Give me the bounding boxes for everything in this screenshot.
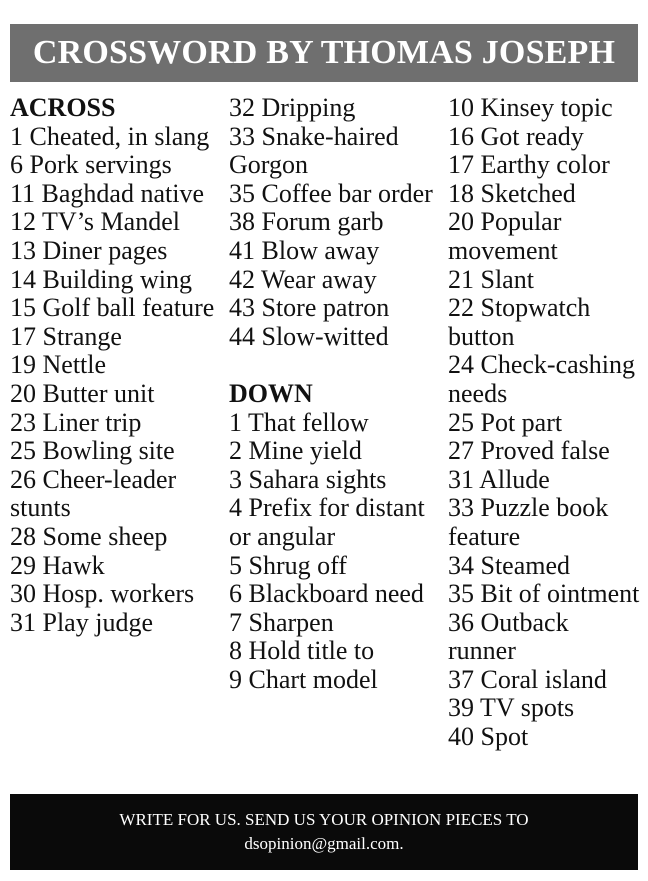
- clue: 31 Play judge: [10, 607, 153, 637]
- across-clue-list: [10, 123, 220, 638]
- clue: 22 Stopwatch button: [448, 293, 591, 351]
- page-title: CROSSWORD BY THOMAS JOSEPH: [32, 34, 616, 71]
- section-spacer: [229, 351, 441, 380]
- clue-column-2: [229, 94, 441, 694]
- clue: 4 Prefix for distant or angular: [229, 493, 425, 551]
- clue: 3 Sahara sights: [229, 464, 387, 494]
- clue: 41 Blow away: [229, 235, 380, 265]
- clue: 39 TV spots: [448, 693, 575, 723]
- clue: 25 Bowling site: [10, 436, 175, 466]
- clue: 30 Hosp. workers: [10, 579, 195, 609]
- clue: 20 Popular movement: [448, 207, 562, 265]
- clue: 32 Dripping: [229, 93, 356, 122]
- clue: 17 Earthy color: [448, 150, 610, 180]
- clue: 19 Nettle: [10, 350, 107, 380]
- clue: 6 Pork servings: [10, 150, 172, 180]
- clue: 28 Some sheep: [10, 521, 168, 551]
- clue: 27 Proved false: [448, 436, 610, 466]
- down-heading: DOWN: [229, 378, 313, 408]
- clue: 1 Cheated, in slang: [10, 121, 210, 151]
- clue: 10 Kinsey topic: [448, 93, 613, 122]
- clue: 25 Pot part: [448, 407, 563, 437]
- clue: 5 Shrug off: [229, 550, 347, 580]
- clue: 44 Slow-witted: [229, 321, 389, 351]
- clue: 6 Blackboard need: [229, 579, 424, 609]
- clue: 31 Allude: [448, 464, 550, 494]
- clue: 35 Bit of ointment: [448, 579, 640, 609]
- clue: 16 Got ready: [448, 121, 584, 151]
- clue: 33 Snake-haired Gorgon: [229, 121, 399, 180]
- clue: 14 Building wing: [10, 264, 193, 294]
- clue: 20 Butter unit: [10, 378, 155, 408]
- clue: 12 TV’s Mandel: [10, 207, 180, 237]
- clue: 38 Forum garb: [229, 207, 384, 237]
- clue: 1 That fellow: [229, 407, 369, 437]
- down-clue-list-continued: [448, 94, 640, 752]
- clue: 35 Coffee bar order: [229, 178, 433, 208]
- across-heading: ACROSS: [10, 93, 116, 122]
- clue: 8 Hold title to: [229, 636, 375, 666]
- across-clue-list-continued: [229, 94, 441, 351]
- clue: 37 Coral island: [448, 664, 607, 694]
- clue: 11 Baghdad native: [10, 178, 204, 208]
- clue: 40 Spot: [448, 722, 529, 752]
- footer-email[interactable]: dsopinion@gmail.com.: [244, 834, 404, 853]
- footer-text: WRITE FOR US. SEND US YOUR OPINION PIECES TO: [119, 810, 529, 829]
- clue: 34 Steamed: [448, 550, 571, 580]
- clue: 33 Puzzle book feature: [448, 493, 609, 551]
- clue: 17 Strange: [10, 321, 122, 351]
- clue: 21 Slant: [448, 264, 534, 294]
- submission-footer: [10, 794, 638, 870]
- clue: 23 Liner trip: [10, 407, 142, 437]
- clue: 43 Store patron: [229, 293, 390, 323]
- clue: 42 Wear away: [229, 264, 377, 294]
- clue: 9 Chart model: [229, 664, 378, 694]
- clue: 7 Sharpen: [229, 607, 334, 637]
- clue-column-1: [10, 94, 220, 637]
- clue: 29 Hawk: [10, 550, 105, 580]
- down-clue-list: [229, 409, 441, 695]
- clue: 36 Outback runner: [448, 607, 569, 666]
- clue: 24 Check-cashing needs: [448, 350, 636, 408]
- crossword-title-banner: [10, 24, 638, 82]
- clue: 26 Cheer-leader stunts: [10, 464, 177, 523]
- clue: 18 Sketched: [448, 178, 576, 208]
- clue: 2 Mine yield: [229, 436, 362, 466]
- clue-column-3: [448, 94, 640, 752]
- clue: 15 Golf ball feature: [10, 293, 215, 323]
- clue: 13 Diner pages: [10, 235, 168, 265]
